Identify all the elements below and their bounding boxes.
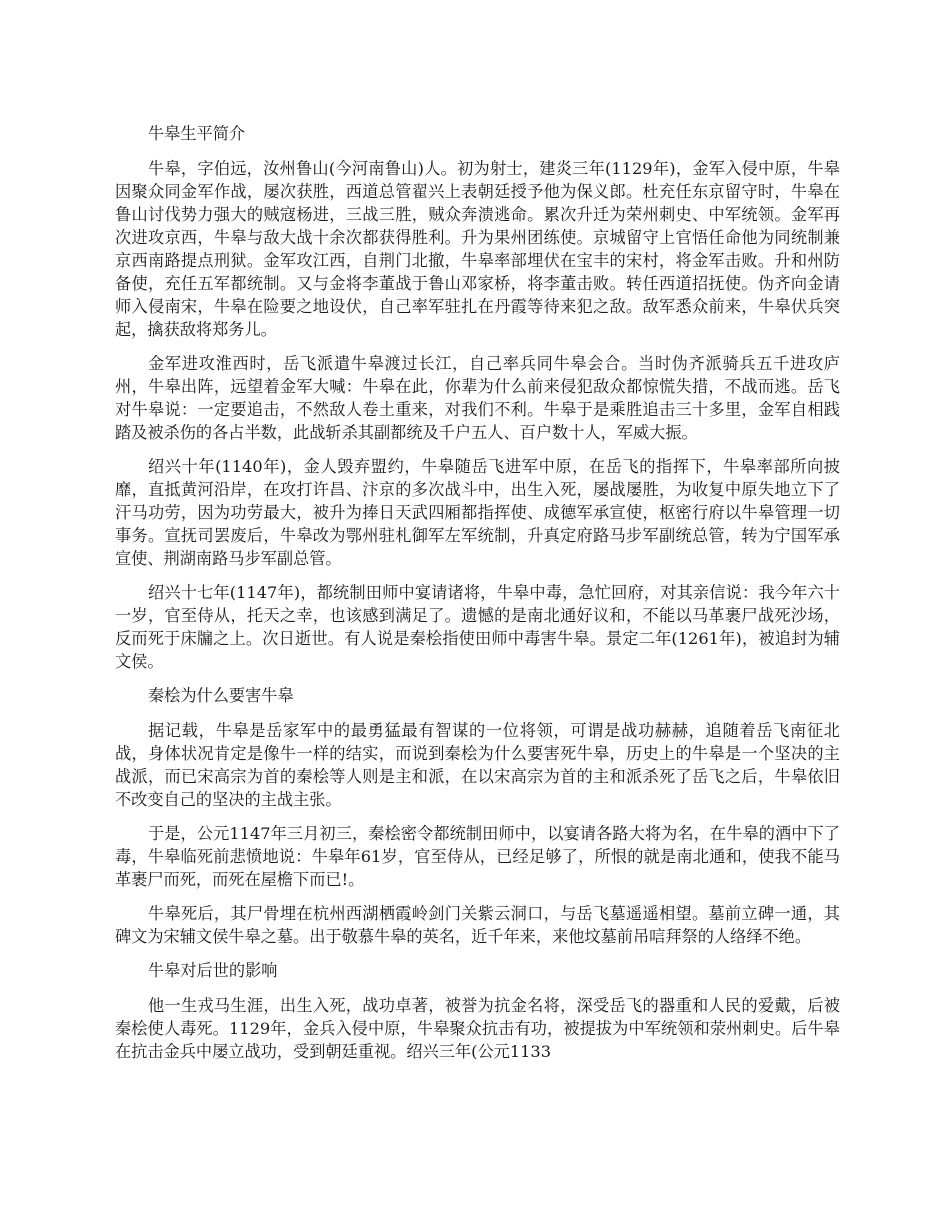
section-heading-biography: 牛皋生平简介 [148,124,246,143]
paragraph: 于是，公元1147年三月初三，秦桧密令都统制田师中，以宴请各路大将为名，在牛皋的酒中下了毒，牛皋临死前悲愤地说：牛皋年61岁，官至侍从，已经足够了，所恨的就是南北通和，使我不能马革裹尸而死，而死在屋檐下而已!。 [115,824,840,889]
section-heading-qinhui: 秦桧为什么要害牛皋 [148,686,294,705]
paragraph: 他一生戎马生涯，出生入死，战功卓著，被誉为抗金名将，深受岳飞的器重和人民的爱戴，后被秦桧使人毒死。1129年，金兵入侵中原，牛皋聚众抗击有功，被提拔为中军统领和荥州刺史。后牛皋在抗击金兵中屡立战功，受到朝廷重视。绍兴三年(公元1133 [115,996,840,1061]
paragraph: 绍兴十七年(1147年)，都统制田师中宴请诸将，牛皋中毒，急忙回府，对其亲信说：我今年六十一岁，官至侍从，托天之幸，也该感到满足了。遗憾的是南北通好议和，不能以马革裹尸战死沙场，反而死于床牖之上。次日逝世。有人说是秦桧指使田师中毒害牛皋。景定二年(1261年)，被追封为辅文侯。 [115,583,840,671]
document-page [115,122,840,1074]
paragraph: 绍兴十年(1140年)，金人毁弃盟约，牛皋随岳飞进军中原，在岳飞的指挥下，牛皋率部所向披靡，直抵黄河沿岸，在攻打许昌、汴京的多次战斗中，出生入死，屡战屡胜，为收复中原失地立下了汗马功劳，因为功劳最大，被升为捧日天武四厢都指挥使、成德军承宣使，枢密行府以牛皋管理一切事务。宣抚司罢废后，牛皋改为鄂州驻札御军左军统制，升真定府路马步军副统总管，转为宁国军承宣使、荆湖南路马步军副总管。 [115,457,840,568]
paragraph: 据记载，牛皋是岳家军中的最勇猛最有智谋的一位将领，可谓是战功赫赫，追随着岳飞南征北战，身体状况肯定是像牛一样的结实，而说到秦桧为什么要害死牛皋，历史上的牛皋是一个坚决的主战派，而已宋高宗为首的秦桧等人则是主和派，在以宋高宗为首的主和派杀死了岳飞之后，牛皋依旧不改变自己的坚决的主战主张。 [115,721,840,809]
paragraph: 牛皋死后，其尸骨埋在杭州西湖栖霞岭剑门关紫云洞口，与岳飞墓遥遥相望。墓前立碑一通，其碑文为宋辅文侯牛皋之墓。出于敬慕牛皋的英名，近千年来，来他坟墓前吊唁拜祭的人络绎不绝。 [115,904,840,946]
paragraph: 牛皋，字伯远，汝州鲁山(今河南鲁山)人。初为射士，建炎三年(1129年)，金军入侵中原，牛皋因聚众同金军作战，屡次获胜，西道总管翟兴上表朝廷授予他为保义郎。杜充任东京留守时，牛皋在鲁山讨伐势力强大的贼寇杨进，三战三胜，贼众奔溃逃命。累次升迁为荣州刺史、中军统领。金军再次进攻京西，牛皋与敌大战十余次都获得胜利。升为果州团练使。京城留守上官悟任命他为同统制兼京西南路提点刑狱。金军攻江西，自荆门北撤，牛皋率部埋伏在宝丰的宋村，将金军击败。升和州防备使，充任五军都统制。又与金将李董战于鲁山邓家桥，将李董击败。转任西道招抚使。伪齐向金请师入侵南宋，牛皋在险要之地设伏，自己率军驻扎在丹霞等待来犯之敌。敌军悉众前来，牛皋伏兵突起，擒获敌将郑务儿。 [115,159,840,339]
paragraph: 金军进攻淮西时，岳飞派遣牛皋渡过长江，自己率兵同牛皋会合。当时伪齐派骑兵五千进攻庐州，牛皋出阵，远望着金军大喊：牛皋在此，你辈为什么前来侵犯敌众都惊慌失措，不战而逃。岳飞对牛皋说：一定要追击，不然敌人卷土重来，对我们不利。牛皋于是乘胜追击三十多里，金军自相践踏及被杀伤的各占半数，此战斩杀其副都统及千户五人、百户数十人，军威大振。 [115,354,840,442]
section-heading-influence: 牛皋对后世的影响 [148,961,278,980]
